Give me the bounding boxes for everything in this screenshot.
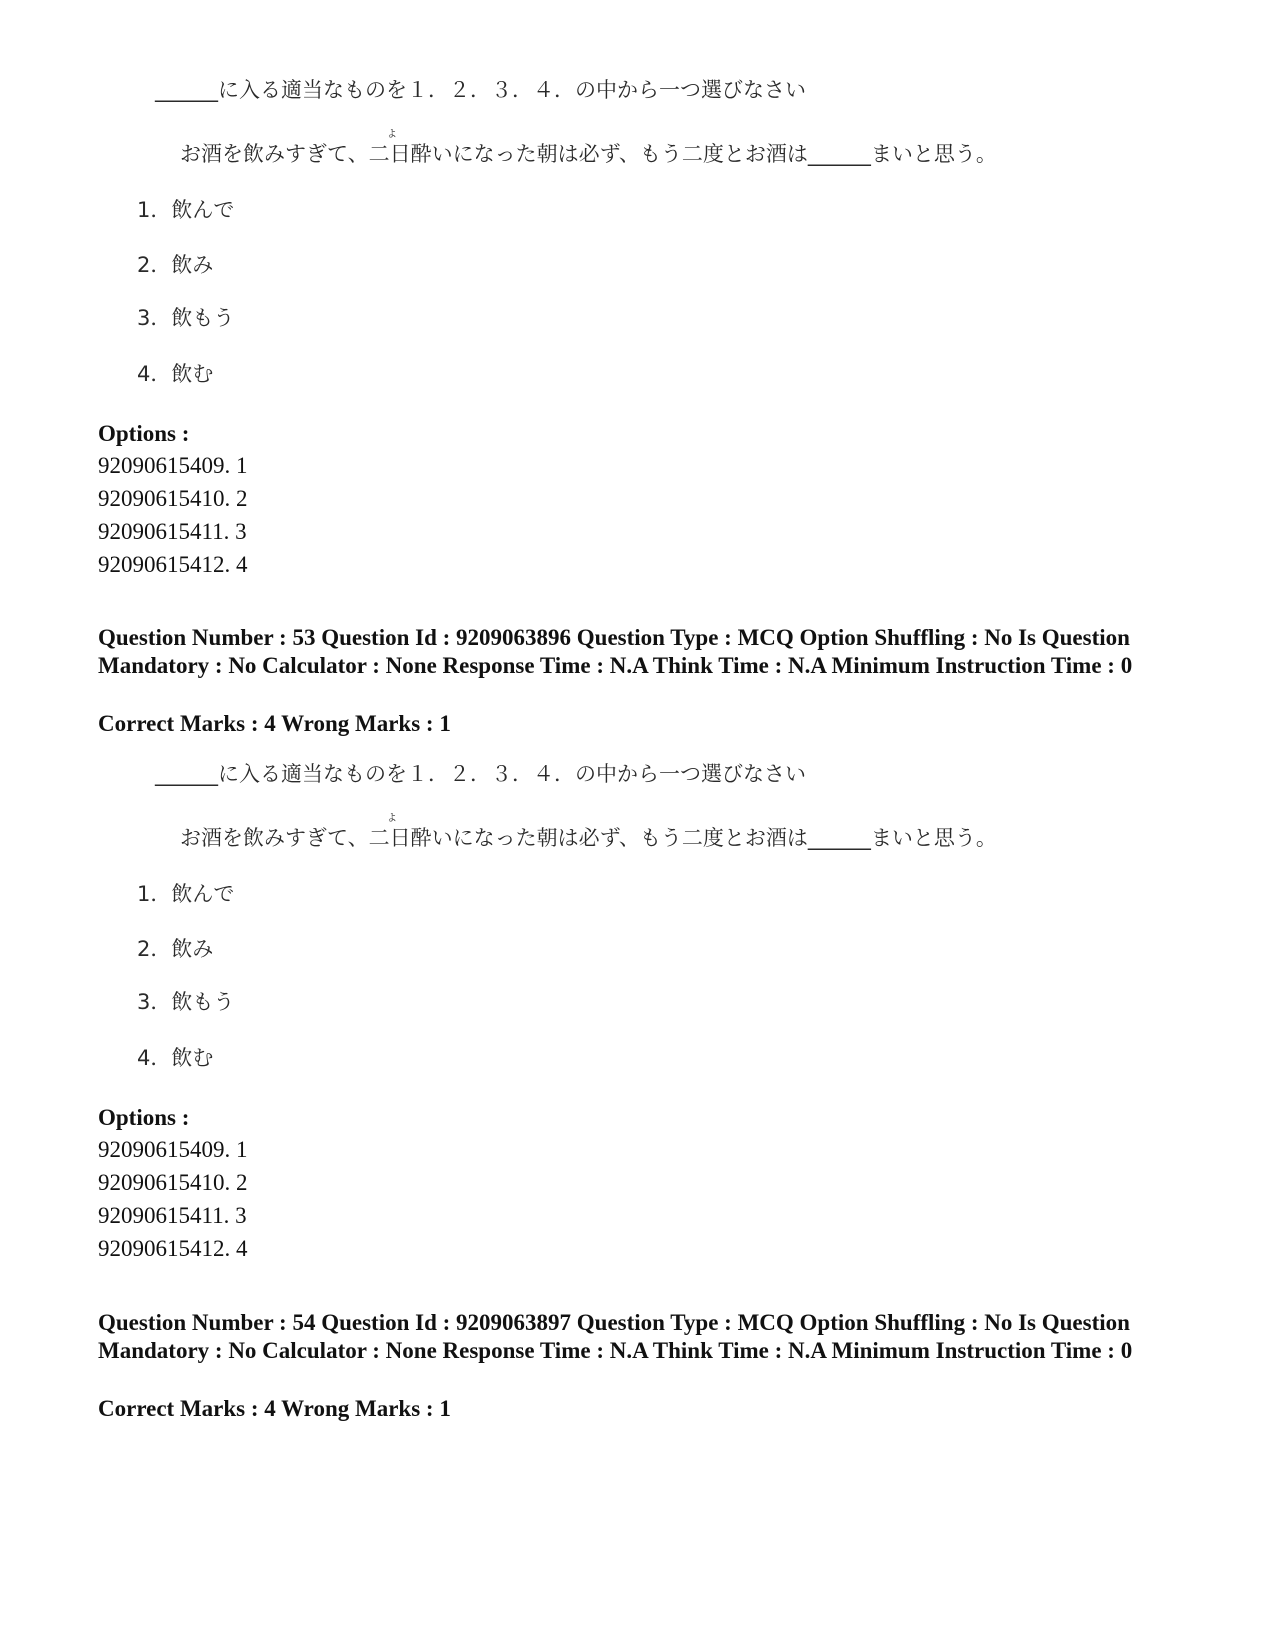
option-row: 92090615411. 3 [98, 1203, 247, 1228]
question-instruction: ______に入る適当なものを１．２．３．４．の中から一つ選びなさい [155, 78, 806, 102]
option-row: 92090615411. 3 [98, 519, 247, 544]
option-row: 92090615412. 4 [98, 552, 248, 577]
question-meta: Question Number : 54 Question Id : 9209063897 Question Type : MCQ Option Shuffling : No Is Question Mandatory : No Calculator : None Response Time : N.A Think Time : N.A Minimum Instruction Time : 0 [98, 1310, 1133, 1363]
question-sentence [180, 129, 997, 166]
option-row: 92090615412. 4 [98, 1236, 248, 1261]
options-label: Options : [98, 1105, 190, 1130]
option-row: 92090615409. 1 [98, 1137, 248, 1162]
furigana: よ [387, 813, 397, 824]
furigana: よ [387, 129, 397, 140]
choice-item: 2．飲み [137, 253, 214, 277]
options-label: Options : [98, 421, 190, 446]
option-row: 92090615410. 2 [98, 486, 248, 511]
choice-item: 3．飲もう [137, 306, 235, 330]
question-marks: Correct Marks : 4 Wrong Marks : 1 [98, 711, 451, 736]
choice-item: 4．飲む [137, 1046, 214, 1070]
choice-item: 3．飲もう [137, 990, 235, 1014]
choice-item: 2．飲み [137, 937, 214, 961]
option-row: 92090615409. 1 [98, 453, 248, 478]
question-sentence [180, 813, 997, 850]
option-row: 92090615410. 2 [98, 1170, 248, 1195]
question-instruction: ______に入る適当なものを１．２．３．４．の中から一つ選びなさい [155, 762, 806, 786]
choice-item: 4．飲む [137, 362, 214, 386]
choice-item: 1．飲んで [137, 198, 235, 222]
choice-item: 1．飲んで [137, 882, 235, 906]
sentence-text: お酒を飲みすぎて、二日酔いになった朝は必ず、もう二度とお酒は______まいと思う。 [180, 142, 997, 166]
sentence-text: お酒を飲みすぎて、二日酔いになった朝は必ず、もう二度とお酒は______まいと思う。 [180, 826, 997, 850]
question-meta: Question Number : 53 Question Id : 9209063896 Question Type : MCQ Option Shuffling : No Is Question Mandatory : No Calculator : None Response Time : N.A Think Time : N.A Minimum Instruction Time : 0 [98, 625, 1133, 678]
question-marks: Correct Marks : 4 Wrong Marks : 1 [98, 1396, 451, 1421]
